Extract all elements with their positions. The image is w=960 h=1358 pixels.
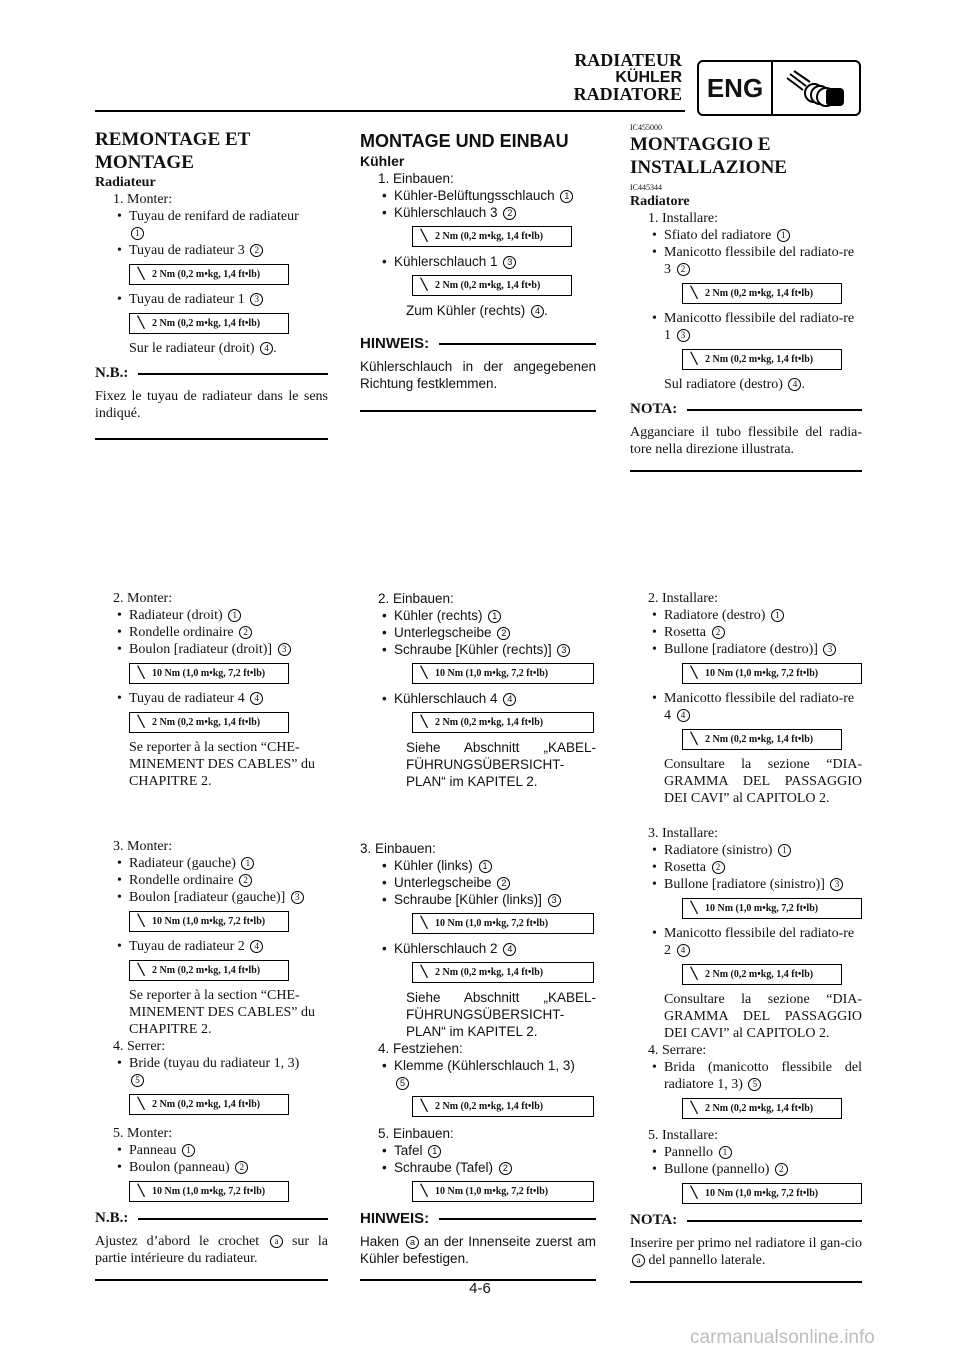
- list-item: • Kühler-Belüftungsschlauch 1: [360, 187, 596, 204]
- list-item: • Kühlerschlauch 1 3: [360, 253, 596, 270]
- step-reference: Se reporter à la section “CHE-MINEMENT DES CABLES” du CHAPITRE 2.: [129, 988, 316, 1037]
- step-reference: Siehe Abschnitt „KABEL-FÜHRUNGSÜBERSICHT-PLAN“ im KAPITEL 2.: [406, 990, 596, 1039]
- torque-box: ╲ 2 Nm (0,2 m•kg, 1,4 ft•lb): [129, 712, 289, 733]
- wrench-icon: ╲: [690, 1187, 698, 1199]
- list-item: • Radiateur (gauche) 1: [95, 855, 328, 872]
- callout-4: 4: [260, 342, 273, 355]
- wrench-icon: ╲: [420, 917, 428, 929]
- list-item: • Bullone (pannello) 2: [630, 1161, 862, 1178]
- wrench-icon: ╲: [137, 716, 145, 728]
- wrench-icon: ╲: [420, 279, 428, 291]
- torque-box: ╲ 2 Nm (0,2 m•kg, 1,4 ft•b): [412, 275, 572, 296]
- torque-box: ╲ 2 Nm (0,2 m•kg, 1,4 ft•lb): [129, 1094, 289, 1115]
- note-header: HINWEIS:: [360, 335, 596, 352]
- list-item: • Rosetta 2: [630, 859, 862, 876]
- note-end-rule: [360, 410, 596, 412]
- list-item: • Klemme (Kühlerschlauch 1, 3) 5: [360, 1057, 596, 1091]
- step2-it: 2. Installare:: [648, 591, 718, 606]
- column-it-2: [630, 590, 862, 1283]
- step1-fr: 1. Monter:: [113, 192, 173, 207]
- step-reference: Consultare la sezione “DIA-GRAMMA DEL PASSAGGIO DEI CAVI” al CAPITOLO 2.: [664, 992, 862, 1041]
- torque-box: ╲ 2 Nm (0,2 m•kg, 1,4 ft•lb): [682, 349, 842, 370]
- wrench-icon: ╲: [690, 667, 698, 679]
- wrench-icon: ╲: [690, 968, 698, 980]
- step5-it: 5. Installare:: [648, 1128, 718, 1143]
- step1-it: 1. Installare:: [648, 211, 718, 226]
- page-number: 4-6: [469, 1280, 491, 1297]
- wrench-icon: ╲: [420, 667, 428, 679]
- step3-it: 3. Installare:: [648, 826, 718, 841]
- list-item: • Kühler (links) 1: [360, 857, 596, 874]
- header-title-it: RADIATORE: [573, 84, 682, 104]
- torque-box: ╲ 2 Nm (0,2 m•kg, 1,4 ft•lb): [682, 1098, 842, 1119]
- torque-box: ╲ 10 Nm (1,0 m•kg, 7,2 ft•lb): [412, 663, 594, 684]
- torque-box: ╲ 10 Nm (1,0 m•kg, 7,2 ft•lb): [682, 663, 862, 684]
- note-header: NOTA:: [630, 1212, 862, 1229]
- torque-box: ╲ 2 Nm (0,2 m•kg, 1,4 ft•lb): [682, 729, 842, 750]
- step3-fr: 3. Monter:: [113, 839, 173, 854]
- list-item: • Manicotto flessibile del radiato-re 3 2: [630, 244, 862, 278]
- wrench-icon: ╲: [690, 1102, 698, 1114]
- list-item: • Radiatore (destro) 1: [630, 607, 862, 624]
- list-item: • Rondelle ordinaire 2: [95, 872, 328, 889]
- ref-code: IC455000: [630, 123, 662, 132]
- note-text: Agganciare il tubo flessibile del radia-tore nella direzione illustrata.: [630, 425, 862, 457]
- step-reference: Se reporter à la section “CHE-MINEMENT DES CABLES” du CHAPITRE 2.: [129, 740, 316, 789]
- torque-box: ╲ 10 Nm (1,0 m•kg, 7,2 ft•lb): [129, 911, 289, 932]
- list-item: • Boulon (panneau) 2: [95, 1159, 328, 1176]
- list-item: • Boulon [radiateur (gauche)] 3: [95, 889, 328, 906]
- wrench-icon: ╲: [137, 1185, 145, 1197]
- note-header: HINWEIS:: [360, 1210, 596, 1227]
- step-reference: Consultare la sezione “DIA-GRAMMA DEL PASSAGGIO DEI CAVI” al CAPITOLO 2.: [664, 757, 862, 806]
- step4-de: 4. Festziehen:: [378, 1041, 463, 1056]
- wrench-icon: ╲: [690, 287, 698, 299]
- torque-box: ╲ 10 Nm (1,0 m•kg, 7,2 ft•lb): [682, 898, 862, 919]
- step-tail: Sur le radiateur (droit) 4 .: [129, 341, 277, 356]
- list-item: • Rosetta 2: [630, 624, 862, 641]
- torque-box: ╲ 2 Nm (0,2 m•kg, 1,4 ft•lb): [682, 964, 842, 985]
- list-item: • Bride (tuyau du radiateur 1, 3) 5: [95, 1055, 328, 1089]
- wrench-icon: ╲: [420, 716, 428, 728]
- heading-it: MONTAGGIO E INSTALLAZIONE: [630, 134, 787, 178]
- list-item: • Tuyau de renifard de radiateur 1: [95, 208, 328, 242]
- section-label: ENG: [699, 62, 773, 114]
- list-item: • Radiatore (sinistro) 1: [630, 842, 862, 859]
- engine-icon: [773, 62, 859, 114]
- list-item: • Kühlerschlauch 4 4: [360, 690, 596, 707]
- list-item: • Panneau 1: [95, 1142, 328, 1159]
- step4-fr: 4. Serrer:: [113, 1039, 166, 1054]
- list-item: • Bullone [radiatore (destro)] 3: [630, 641, 862, 658]
- list-item: • Tuyau de radiateur 3 2: [95, 242, 328, 259]
- list-item: • Kühlerschlauch 2 4: [360, 940, 596, 957]
- column-de-2: [360, 590, 596, 1281]
- list-item: • Schraube (Tafel) 2: [360, 1159, 596, 1176]
- subheading-fr: Radiateur: [95, 175, 156, 190]
- heading-fr: REMONTAGE ET MONTAGE: [95, 129, 251, 173]
- step5-de: 5. Einbauen:: [378, 1126, 454, 1141]
- list-item: • Tuyau de radiateur 1 3: [95, 291, 328, 308]
- wrench-icon: ╲: [137, 964, 145, 976]
- wrench-icon: ╲: [690, 902, 698, 914]
- note-text: Ajustez d’abord le crochet a sur la partie intérieure du radiateur.: [95, 1234, 329, 1266]
- list-item: • Manicotto flessibile del radiato-re 4 4: [630, 690, 862, 724]
- wrench-icon: ╲: [420, 1100, 428, 1112]
- step3-de: 3. Einbauen:: [360, 841, 436, 856]
- callout-3: 3: [250, 293, 263, 306]
- torque-box: ╲ 2 Nm (0,2 m•kg, 1,4 ft•lb): [682, 283, 842, 304]
- column-it: [630, 123, 862, 472]
- torque-box: ╲ 2 Nm (0,2 m•kg, 1,4 ft•lb): [129, 960, 289, 981]
- note-text: Inserire per primo nel radiatore il gan-cio a del pannello laterale.: [630, 1236, 862, 1268]
- column-fr-2: [95, 590, 328, 1281]
- list-item: • Boulon [radiateur (droit)] 3: [95, 641, 328, 658]
- list-item: • Manicotto flessibile del radiato-re 1 3: [630, 310, 862, 344]
- note-text: Kühlerschlauch in der angegebenen Richtung festklemmen.: [360, 359, 596, 391]
- torque-box: ╲ 10 Nm (1,0 m•kg, 7,2 ft•lb): [129, 1181, 289, 1202]
- list-item: • Unterlegscheibe 2: [360, 624, 596, 641]
- column-fr: [95, 128, 328, 440]
- list-item: • Brida (manicotto flessibile del radiatore 1, 3) 5: [630, 1059, 862, 1093]
- step2-fr: 2. Monter:: [113, 591, 173, 606]
- section-tab: [697, 60, 861, 116]
- ref-code: IC445344: [630, 183, 662, 192]
- heading-de: MONTAGE UND EINBAU: [360, 131, 569, 151]
- list-item: • Kühlerschlauch 3 2: [360, 204, 596, 221]
- note-end-rule: [95, 438, 328, 440]
- note-header: NOTA:: [630, 401, 862, 418]
- torque-box: ╲ 10 Nm (1,0 m•kg, 7,2 ft•lb): [682, 1183, 862, 1204]
- list-item: • Tuyau de radiateur 2 4: [95, 938, 328, 955]
- step-tail: Sul radiatore (destro) 4 .: [664, 377, 805, 392]
- list-item: • Schraube [Kühler (links)] 3: [360, 891, 596, 908]
- note-text: Haken a an der Innenseite zuerst am Kühler befestigen.: [360, 1234, 596, 1266]
- header-rule: [95, 110, 685, 112]
- wrench-icon: ╲: [137, 268, 145, 280]
- subheading-it: Radiatore: [630, 194, 690, 209]
- step5-fr: 5. Monter:: [113, 1126, 173, 1141]
- note-header: N.B.:: [95, 1210, 328, 1227]
- step1-de: 1. Einbauen:: [378, 171, 454, 186]
- column-de: [360, 130, 596, 412]
- list-item: • Kühler (rechts) 1: [360, 607, 596, 624]
- callout-1: 1: [131, 227, 144, 240]
- list-item: • Sfiato del radiatore 1: [630, 227, 862, 244]
- header-title-fr: RADIATEUR: [574, 50, 682, 70]
- torque-box: ╲ 2 Nm (0,2 m•kg, 1,4 ft•lb): [129, 264, 289, 285]
- list-item: • Schraube [Kühler (rechts)] 3: [360, 641, 596, 658]
- torque-box: ╲ 10 Nm (1,0 m•kg, 7,2 ft•lb): [129, 663, 289, 684]
- note-end-rule: [630, 470, 862, 472]
- list-item: • Rondelle ordinaire 2: [95, 624, 328, 641]
- list-item: • Tuyau de radiateur 4 4: [95, 690, 328, 707]
- subheading-de: Kühler: [360, 153, 405, 169]
- wrench-icon: ╲: [420, 230, 428, 242]
- list-item: • Manicotto flessibile del radiato-re 2 4: [630, 925, 862, 959]
- step4-it: 4. Serrare:: [648, 1043, 707, 1058]
- wrench-icon: ╲: [137, 667, 145, 679]
- wrench-icon: ╲: [420, 966, 428, 978]
- torque-box: ╲ 10 Nm (1,0 m•kg, 7,2 ft•lb): [412, 1181, 594, 1202]
- wrench-icon: ╲: [420, 1185, 428, 1197]
- list-item: • Unterlegscheibe 2: [360, 874, 596, 891]
- torque-box: ╲ 2 Nm (0,2 m•kg, 1,4 ft•lb): [412, 1096, 594, 1117]
- step-tail: Zum Kühler (rechts) 4 .: [406, 303, 548, 318]
- list-item: • Bullone [radiatore (sinistro)] 3: [630, 876, 862, 893]
- list-item: • Tafel 1: [360, 1142, 596, 1159]
- note-header: N.B.:: [95, 365, 328, 382]
- header-titles: [560, 52, 682, 103]
- callout-2: 2: [250, 244, 263, 257]
- list-item: • Radiateur (droit) 1: [95, 607, 328, 624]
- torque-box: ╲ 2 Nm (0,2 m•kg, 1,4 ft•lb): [412, 226, 572, 247]
- wrench-icon: ╲: [137, 317, 145, 329]
- step2-de: 2. Einbauen:: [378, 591, 454, 606]
- note-text: Fixez le tuyau de radiateur dans le sens indiqué.: [95, 389, 328, 421]
- wrench-icon: ╲: [690, 733, 698, 745]
- watermark: carmanualsonline.info: [690, 1327, 875, 1348]
- torque-box: ╲ 10 Nm (1,0 m•kg, 7,2 ft•lb): [412, 913, 594, 934]
- torque-box: ╲ 2 Nm (0,2 m•kg, 1,4 ft•lb): [412, 712, 594, 733]
- torque-box: ╲ 2 Nm (0,2 m•kg, 1,4 ft•lb): [129, 313, 289, 334]
- header-title-de: KÜHLER: [615, 69, 682, 86]
- wrench-icon: ╲: [690, 353, 698, 365]
- list-item: • Pannello 1: [630, 1144, 862, 1161]
- torque-box: ╲ 2 Nm (0,2 m•kg, 1,4 ft•lb): [412, 962, 594, 983]
- wrench-icon: ╲: [137, 1098, 145, 1110]
- step-reference: Siehe Abschnitt „KABEL-FÜHRUNGSÜBERSICHT-PLAN“ im KAPITEL 2.: [406, 740, 596, 789]
- wrench-icon: ╲: [137, 915, 145, 927]
